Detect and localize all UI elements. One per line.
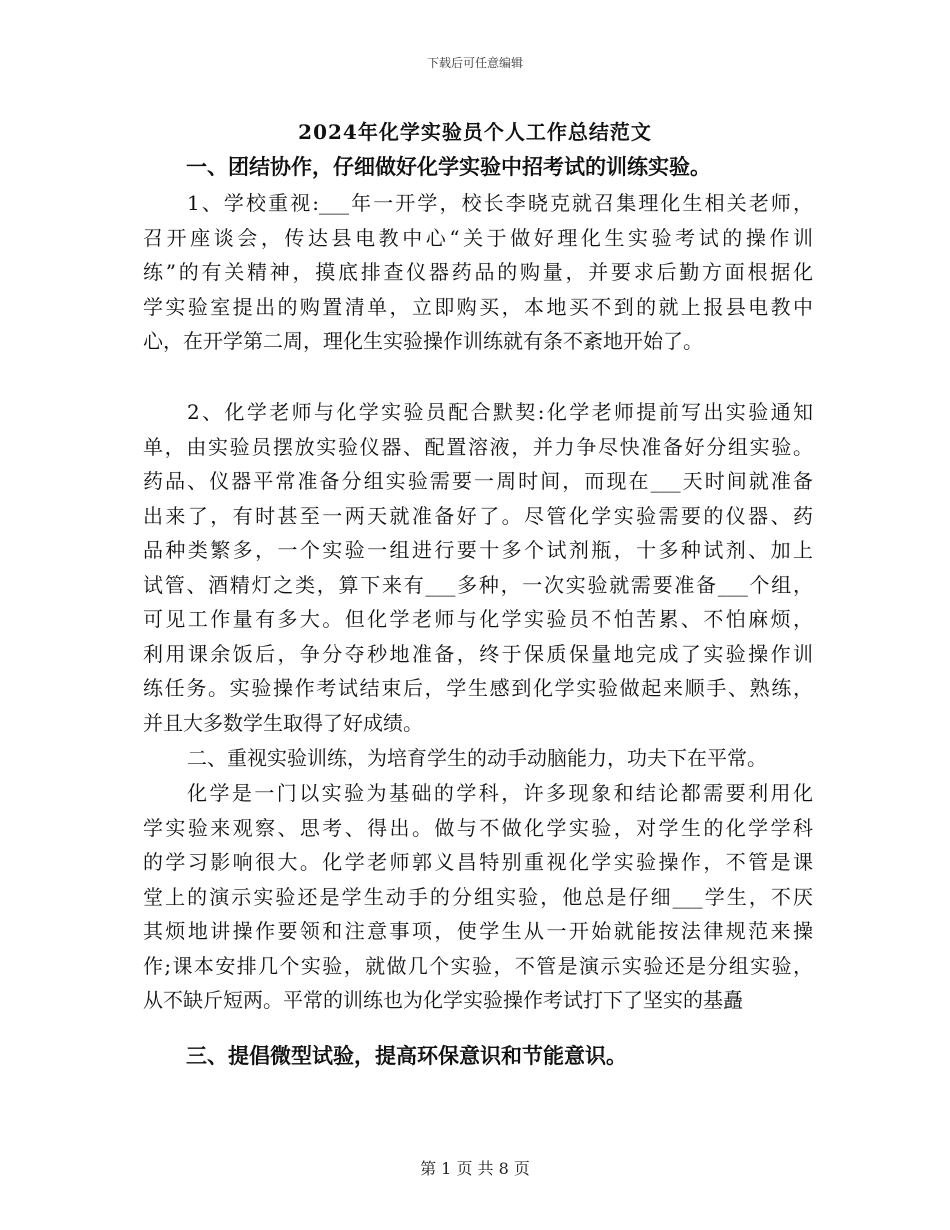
paragraph-line: 利用课余饭后，争分夺秒地准备，终于保质保量地完成了实验操作训	[143, 641, 813, 666]
paragraph-line: 试管、酒精灯之类，算下来有___多种，一次实验就需要准备___个组，	[143, 572, 813, 597]
paragraph-line: 可见工作量有多大。但化学老师与化学实验员不怕苦累、不怕麻烦，	[143, 607, 813, 631]
paragraph-line: 品种类繁多，一个实验一组进行要十多个试剂瓶，十多种试剂、加上	[143, 538, 813, 562]
paragraph-3	[143, 776, 813, 1018]
paragraph-line: 学实验室提出的购置清单，立即购买，本地买不到的就上报县电教中	[143, 294, 813, 319]
section-heading-3: 三、提倡微型试验，提高环保意识和节能意识。	[186, 1043, 627, 1068]
section-heading-2	[143, 741, 813, 776]
section-heading-2-text: 二、重视实验训练，为培育学生的动手动脑能力，功夫下在平常。	[187, 746, 767, 770]
paragraph-line: 从不缺斤短两。平常的训练也为化学实验操作考试打下了坚实的基矗	[143, 988, 743, 1012]
paragraph-2	[143, 395, 813, 740]
paragraph-line: 并且大多数学生取得了好成绩。	[143, 710, 423, 735]
paragraph-line: 心，在开学第二周，理化生实验操作训练就有条不紊地开始了。	[143, 329, 703, 353]
paragraph-line: 作;课本安排几个实验，就做几个实验，不管是演示实验还是分组实验，	[143, 953, 813, 978]
paragraph-line: 召开座谈会，传达县电教中心“关于做好理化生实验考试的操作训	[143, 225, 813, 250]
section-heading-1: 一、团结协作，仔细做好化学实验中招考试的训练实验。	[186, 154, 711, 179]
paragraph-1	[143, 186, 813, 359]
page-number: 第 1 页 共 8 页	[420, 1159, 530, 1178]
paragraph-line: 单，由实验员摆放实验仪器、配置溶液，并力争尽快准备好分组实验。	[143, 434, 813, 459]
paragraph-line: 化学是一门以实验为基础的学科，许多现象和结论都需要利用化	[187, 781, 813, 805]
paragraph-line: 2、化学老师与化学实验员配合默契:化学老师提前写出实验通知	[187, 400, 813, 424]
document-title: 2024年化学实验员个人工作总结范文	[298, 120, 652, 144]
page-header: 下载后可任意编辑	[426, 56, 523, 70]
paragraph-line: 药品、仪器平常准备分组实验需要一周时间，而现在___天时间就准备	[143, 469, 813, 493]
paragraph-line: 出来了，有时甚至一两天就准备好了。尽管化学实验需要的仪器、药	[143, 503, 813, 528]
paragraph-line: 练”的有关精神，摸底排查仪器药品的购量，并要求后勤方面根据化	[143, 260, 813, 284]
paragraph-line: 1、学校重视:___年一开学，校长李晓克就召集理化生相关老师，	[187, 191, 813, 215]
paragraph-line: 的学习影响很大。化学老师郭义昌特别重视化学实验操作，不管是课	[143, 850, 813, 874]
paragraph-line: 学实验来观察、思考、得出。做与不做化学实验，对学生的化学学科	[143, 815, 813, 840]
paragraph-line: 其烦地讲操作要领和注意事项，使学生从一开始就能按法律规范来操	[143, 919, 813, 943]
paragraph-line: 堂上的演示实验还是学生动手的分组实验，他总是仔细___学生，不厌	[143, 884, 813, 909]
paragraph-line: 练任务。实验操作考试结束后，学生感到化学实验做起来顺手、熟练，	[143, 676, 813, 700]
